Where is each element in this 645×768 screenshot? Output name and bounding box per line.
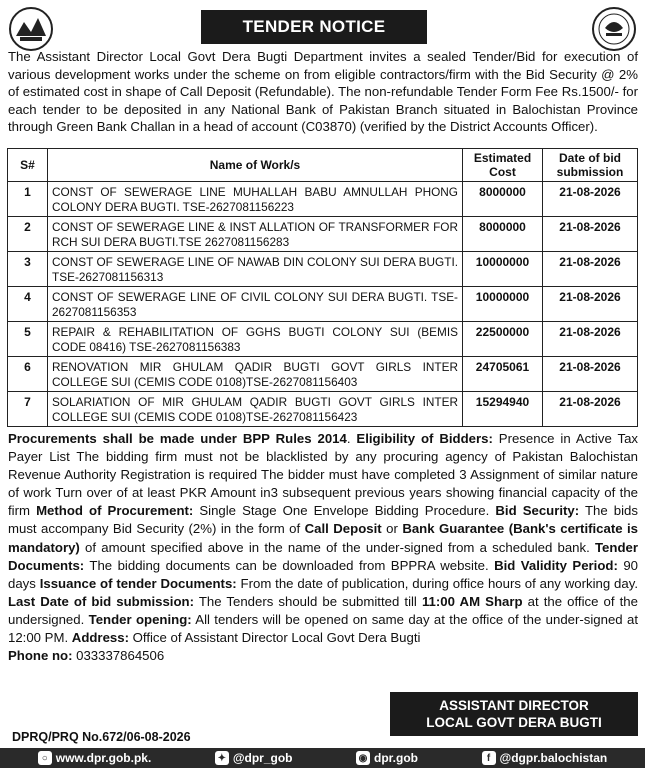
last-date-text: The Tenders should be submitted till bbox=[198, 593, 417, 609]
row-work: CONST OF SEWERAGE LINE OF NAWAB DIN COLONY SUI DERA BUGTI. TSE-2627081156313 bbox=[48, 252, 463, 287]
footer-instagram-text: dpr.gob bbox=[374, 751, 419, 765]
government-seal-icon bbox=[591, 6, 637, 52]
row-work: SOLARIATION OF MIR GHULAM QADIR BUGTI GOVT GIRLS INTER COLLEGE SUI (CEMIS CODE 0108)TSE-2627081156423 bbox=[48, 392, 463, 427]
tender-terms: Procurements shall be made under BPP Rules 2014. Eligibility of Bidders: Presence in Active Tax Payer List The bidding firm must not be blacklisted by any procuring agency of Pakistan Balochistan Revenue Authority Registration is required The bidder must have completed 3 Assignment of similar nature of work Turn over of at least PKR Amount in3 subsequent previous years showing financial capacity of the firm Method of Procurement: Single Stage One Envelope Bidding Procedure. Bid Security: The bids must accompany Bid Security (2%) in the form of Call Deposit or Bank Guarantee (Bank's certificate is mandatory) of amount specified above in the name of the under-signed from a scheduled bank. Tender Documents: The bidding documents can be downloaded from BPPRA website. Bid Validity Period: 90 days Issuance of tender Documents: From the date of publication, during office hours of any working day. Last Date of bid submission: The Tenders should be submitted till 11:00 AM Sharp at the office of the undersigned. Tender opening: All tenders will be opened on same day at the office of the under-signed at 12:00 PM. Address: Office of Assistant Director Local Govt Dera Bugti Phone no: 033337864506 bbox=[8, 431, 639, 664]
security-label: Bid Security: bbox=[495, 503, 580, 519]
row-cost: 8000000 bbox=[463, 182, 543, 217]
row-date: 21-08-2026 bbox=[543, 252, 638, 287]
validity-label: Bid Validity Period: bbox=[494, 557, 618, 573]
footer-website[interactable] bbox=[38, 751, 152, 765]
phone-text: 033337864506 bbox=[76, 648, 165, 664]
last-date-text-2: at the office of the undersigned. bbox=[8, 593, 638, 627]
signature-line-2: LOCAL GOVT DERA BUGTI bbox=[426, 715, 602, 730]
footer-website-text: www.dpr.gob.pk. bbox=[55, 751, 152, 765]
row-cost: 15294940 bbox=[463, 392, 543, 427]
call-deposit: Call Deposit bbox=[304, 521, 382, 537]
table-row bbox=[8, 217, 638, 252]
security-text: The bids must accompany Bid Security (2%) in the form of bbox=[8, 503, 638, 537]
row-cost: 8000000 bbox=[463, 217, 543, 252]
procurement-rules: Procurements shall be made under BPP Rules 2014 bbox=[8, 431, 347, 446]
page-title: TENDER NOTICE bbox=[201, 10, 427, 44]
instagram-icon: ◉ bbox=[356, 751, 370, 765]
row-date: 21-08-2026 bbox=[543, 287, 638, 322]
row-cost: 24705061 bbox=[463, 357, 543, 392]
method-text: Single Stage One Envelope Bidding Procedure. bbox=[199, 503, 490, 519]
balochistan-emblem-icon bbox=[8, 6, 54, 52]
col-header-work: Name of Work/s bbox=[48, 149, 463, 182]
col-header-cost: Estimated Cost bbox=[463, 149, 543, 182]
reference-number: DPRQ/PRQ No.672/06-08-2026 bbox=[12, 730, 191, 744]
signature-block bbox=[390, 692, 638, 736]
footer-facebook[interactable] bbox=[482, 751, 608, 765]
address-text: Office of Assistant Director Local Govt Dera Bugti bbox=[132, 630, 421, 646]
table-row bbox=[8, 392, 638, 427]
table-row bbox=[8, 252, 638, 287]
table-row bbox=[8, 322, 638, 357]
row-sn: 1 bbox=[8, 182, 48, 217]
row-sn: 7 bbox=[8, 392, 48, 427]
row-cost: 10000000 bbox=[463, 252, 543, 287]
row-sn: 4 bbox=[8, 287, 48, 322]
table-row bbox=[8, 182, 638, 217]
twitter-icon: ✦ bbox=[215, 751, 229, 765]
table-header-row bbox=[8, 149, 638, 182]
col-header-sn: S# bbox=[8, 149, 48, 182]
row-date: 21-08-2026 bbox=[543, 357, 638, 392]
signature-line-1: ASSISTANT DIRECTOR bbox=[439, 698, 589, 713]
row-work: CONST OF SEWERAGE LINE & INST ALLATION OF TRANSFORMER FOR RCH SUI DERA BUGTI.TSE 2627081156283 bbox=[48, 217, 463, 252]
documents-text: The bidding documents can be downloaded from BPPRA website. bbox=[89, 557, 489, 573]
bank-guarantee: Bank Guarantee (Bank's certificate is mandatory) bbox=[8, 521, 639, 555]
footer-instagram[interactable] bbox=[356, 751, 418, 765]
row-cost: 10000000 bbox=[463, 287, 543, 322]
intro-paragraph: The Assistant Director Local Govt Dera Bugti Department invites a sealed Tender/Bid for execution of various development works under the scheme on from eligible contractors/firm with the Bid Security @ 2% of estimated cost in shape of Call Deposit (Refundable). The non-refundable Tender Form Fee Rs.1500/- for each tender to be deposited in any National Bank of Pakistan Branch situated in Balochistan Province through Green Bank Challan in a head of account (C03870) (verified by the District Accounts Officer). bbox=[8, 49, 638, 135]
or-text: or bbox=[386, 521, 398, 537]
globe-icon: ○ bbox=[38, 751, 52, 765]
row-sn: 2 bbox=[8, 217, 48, 252]
row-sn: 6 bbox=[8, 357, 48, 392]
documents-label: Tender Documents: bbox=[8, 539, 638, 573]
validity-text: 90 days bbox=[8, 557, 638, 591]
last-time: 11:00 AM Sharp bbox=[421, 593, 523, 609]
eligibility-label: Eligibility of Bidders: bbox=[356, 431, 493, 446]
opening-text: All tenders will be opened on same day at the office of the under-signed at 12:00 PM. bbox=[8, 611, 638, 646]
phone-label: Phone no: bbox=[8, 648, 73, 664]
row-date: 21-08-2026 bbox=[543, 322, 638, 357]
table-row bbox=[8, 287, 638, 322]
table-row bbox=[8, 357, 638, 392]
opening-label: Tender opening: bbox=[88, 611, 192, 627]
issuance-label: Issuance of tender Documents: bbox=[39, 575, 237, 591]
row-sn: 3 bbox=[8, 252, 48, 287]
last-date-label: Last Date of bid submission: bbox=[8, 593, 194, 609]
row-date: 21-08-2026 bbox=[543, 182, 638, 217]
row-work: CONST OF SEWERAGE LINE OF CIVIL COLONY SUI DERA BUGTI. TSE-2627081156353 bbox=[48, 287, 463, 322]
row-sn: 5 bbox=[8, 322, 48, 357]
security-text-2: of amount specified above in the name of the under-signed from a scheduled bank. bbox=[85, 539, 590, 555]
row-work: CONST OF SEWERAGE LINE MUHALLAH BABU AMNULLAH PHONG COLONY DERA BUGTI. TSE-2627081156223 bbox=[48, 182, 463, 217]
issuance-text: From the date of publication, during office hours of any working day. bbox=[240, 575, 638, 591]
address-label: Address: bbox=[71, 630, 129, 646]
works-table bbox=[7, 148, 638, 427]
eligibility-text: Presence in Active Tax Payer List The bidding firm must not be blacklisted by any procuring agency of Pakistan Balochistan Revenue Authority Registration is required The bidder must have completed 3 Assignment of similar nature of work Turn over of at least PKR Amount in3 subsequent previous years showing financial capacity of the firm bbox=[8, 431, 639, 519]
row-date: 21-08-2026 bbox=[543, 217, 638, 252]
col-header-date: Date of bid submission bbox=[543, 149, 638, 182]
facebook-icon: f bbox=[482, 751, 496, 765]
footer-bar bbox=[0, 748, 645, 768]
method-label: Method of Procurement: bbox=[36, 503, 194, 519]
row-work: REPAIR & REHABILITATION OF GGHS BUGTI COLONY SUI (BEMIS CODE 08416) TSE-2627081156383 bbox=[48, 322, 463, 357]
row-cost: 22500000 bbox=[463, 322, 543, 357]
row-date: 21-08-2026 bbox=[543, 392, 638, 427]
footer-facebook-text: @dgpr.balochistan bbox=[499, 751, 608, 765]
footer-twitter[interactable] bbox=[215, 751, 293, 765]
footer-twitter-text: @dpr_gob bbox=[232, 751, 293, 765]
row-work: RENOVATION MIR GHULAM QADIR BUGTI GOVT GIRLS INTER COLLEGE SUI (CEMIS CODE 0108)TSE-2627081156403 bbox=[48, 357, 463, 392]
